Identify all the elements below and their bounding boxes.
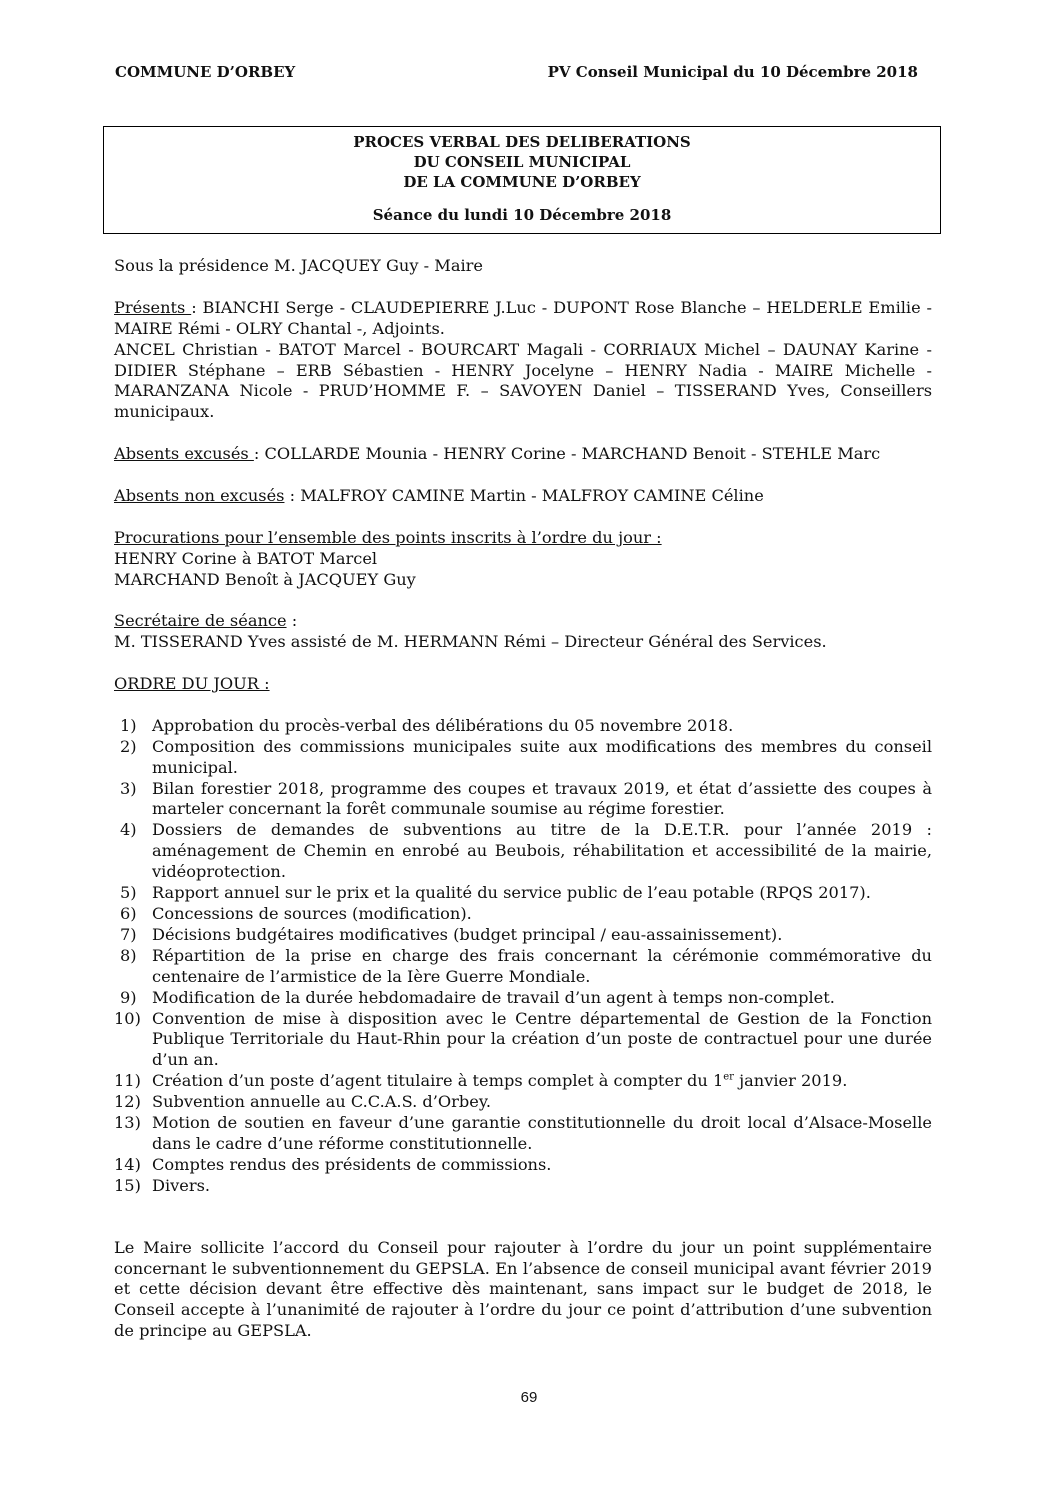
agenda-item: 1) Approbation du procès-verbal des délibérations du 05 novembre 2018. xyxy=(120,715,734,735)
title-box xyxy=(103,126,941,234)
present-adjoints: : BIANCHI Serge - CLAUDEPIERRE J.Luc - DUPONT Rose Blanche – HELDERLE Emilie - MAIRE Rémi - OLRY Chantal -, Adjoints. xyxy=(114,297,932,338)
agenda-item: 2) Composition des commissions municipales suite aux modifications des membres du conseil municipal. xyxy=(120,736,932,777)
agenda-item: 7) Décisions budgétaires modificatives (budget principal / eau-assainissement). xyxy=(120,924,783,944)
present-councillors: ANCEL Christian - BATOT Marcel - BOURCART Magali - CORRIAUX Michel – DAUNAY Karine - DIDIER Stéphane – ERB Sébastien - HENRY Jocelyne – HENRY Nadia - MAIRE Michelle - MARANZANA Nicole - PRUD’HOMME F. – SAVOYEN Daniel – TISSERAND Yves, Conseillers municipaux. xyxy=(114,339,932,422)
agenda-item: 3) Bilan forestier 2018, programme des coupes et travaux 2019, et état d’assiette des coupes à marteler concernant la forêt communale soumise au régime forestier. xyxy=(120,778,932,819)
title-line-3: DE LA COMMUNE D’ORBEY xyxy=(403,173,641,191)
present-label: Présents xyxy=(114,297,192,317)
secretary-colon: : xyxy=(286,611,298,631)
agenda-item: 10) Convention de mise à disposition avec le Centre départemental de Gestion de la Fonction Publique Territoriale du Haut-Rhin pour la création d’un poste de contractuel pour une durée d’un an. xyxy=(114,1008,932,1070)
proxies-label: Procurations pour l’ensemble des points inscrits à l’ordre du jour : xyxy=(114,527,662,547)
absent-unexcused-label: Absents non excusés xyxy=(114,485,285,505)
page-number: 69 xyxy=(520,1389,538,1406)
proxy-item: HENRY Corine à BATOT Marcel xyxy=(114,548,378,568)
agenda-item: 6) Concessions de sources (modification). xyxy=(120,903,472,923)
absent-excused-label: Absents excusés xyxy=(114,444,254,464)
absent-excused xyxy=(114,444,932,465)
secretary-text: M. TISSERAND Yves assisté de M. HERMANN Rémi – Directeur Général des Services. xyxy=(114,632,827,652)
presidency: Sous la présidence M. JACQUEY Guy - Maire xyxy=(114,256,483,275)
agenda-item: 4) Dossiers de demandes de subventions au titre de la D.E.T.R. pour l’année 2019 : aménagement de Chemin en enrobé au Beubois, réhabilitation et accessibilité de la mairie, vidéoprotection. xyxy=(120,820,932,882)
agenda-item: 8) Répartition de la prise en charge des frais concernant la cérémonie commémorative du centenaire de l’armistice de la Ière Guerre Mondiale. xyxy=(120,945,932,986)
secretary-label: Secrétaire de séance xyxy=(114,611,287,631)
proxies xyxy=(114,528,932,591)
header-pv-title: PV Conseil Municipal du 10 Décembre 2018 xyxy=(547,63,918,81)
agenda-list xyxy=(114,716,932,1197)
agenda-label: ORDRE DU JOUR : xyxy=(114,674,270,694)
agenda-item: 5) Rapport annuel sur le prix et la qualité du service public de l’eau potable (RPQS 2017). xyxy=(120,883,871,903)
gepsla-paragraph: Le Maire sollicite l’accord du Conseil pour rajouter à l’ordre du jour un point supplémentaire concernant le subventionnement du GEPSLA. En l’absence de conseil municipal avant février 2019 et cette décision devant être effective dès maintenant, sans impact sur le budget de 2018, le Conseil accepte à l’unanimité de rajouter à l’ordre du jour ce point d’attribution d’une subvention de principe au GEPSLA. xyxy=(114,1237,932,1341)
present-members xyxy=(114,298,932,423)
absent-unexcused-text: : MALFROY CAMINE Martin - MALFROY CAMINE Céline xyxy=(284,485,764,505)
header-commune: COMMUNE D’ORBEY xyxy=(115,63,296,81)
secretary xyxy=(114,611,932,653)
agenda-item: 12) Subvention annuelle au C.C.A.S. d’Orbey. xyxy=(114,1092,491,1112)
document-body xyxy=(114,256,932,1363)
session-date: Séance du lundi 10 Décembre 2018 xyxy=(372,206,672,224)
absent-excused-text: : COLLARDE Mounia - HENRY Corine - MARCHAND Benoit - STEHLE Marc xyxy=(253,444,881,464)
title-line-2: DU CONSEIL MUNICIPAL xyxy=(413,153,631,171)
proxy-item: MARCHAND Benoît à JACQUEY Guy xyxy=(114,569,416,589)
title-line-1: PROCES VERBAL DES DELIBERATIONS xyxy=(353,133,691,151)
absent-unexcused xyxy=(114,486,932,507)
agenda-item: 13) Motion de soutien en faveur d’une garantie constitutionnelle du droit local d’Alsace-Moselle dans le cadre d’une réforme constitutionnelle. xyxy=(114,1113,932,1153)
agenda-item: 11) Création d’un poste d’agent titulaire à temps complet à compter du 1er janvier 2019. xyxy=(114,1071,848,1091)
agenda-item: 9) Modification de la durée hebdomadaire de travail d’un agent à temps non-complet. xyxy=(120,987,835,1007)
agenda-item: 14) Comptes rendus des présidents de commissions. xyxy=(114,1154,552,1174)
agenda-heading xyxy=(114,674,932,695)
agenda-item: 15) Divers. xyxy=(114,1175,211,1195)
